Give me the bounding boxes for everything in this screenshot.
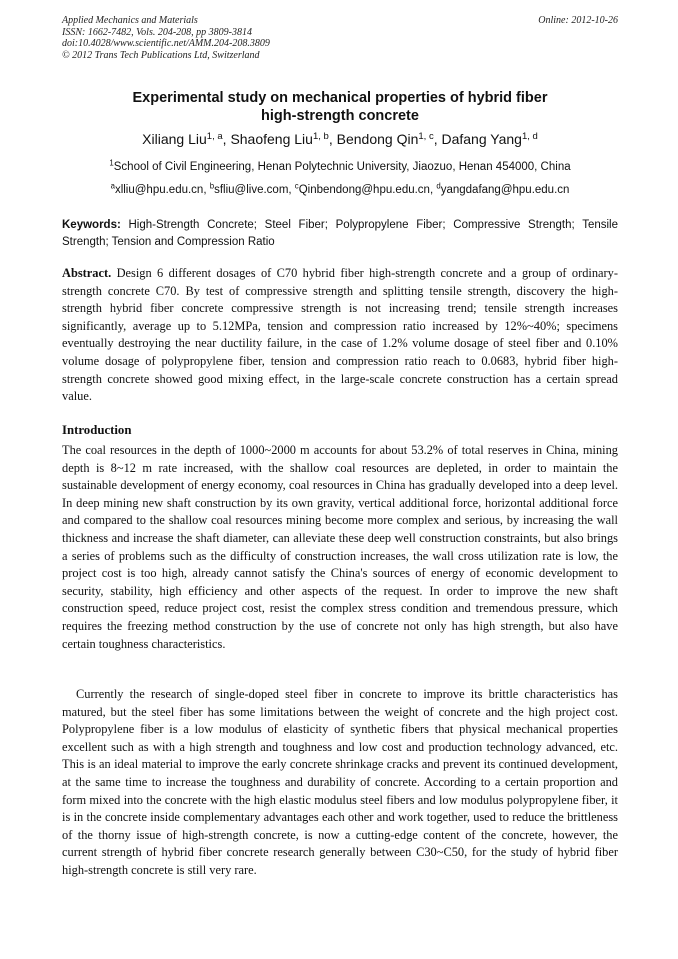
issn-line: ISSN: 1662-7482, Vols. 204-208, pp 3809-3814 xyxy=(62,26,252,38)
affiliation xyxy=(62,160,618,174)
affiliation-superscript: 1 xyxy=(109,158,114,168)
email-superscript: d xyxy=(436,181,441,191)
abstract-text: Design 6 different dosages of C70 hybrid fiber high-strength concrete and a group of ordinary-strength concrete C70. By test of compressive strength and splitting tensile strength, discovery the high-strength hybrid fiber concrete compressive strength is not increasing trend; tensile strength increases significantly, average up to 5.12MPa, tension and compression ratio increased by 12%~40%; specimens eventually destroying the near ductility failure, in the case of 1.2% volume dosage of steel fiber and 0.10% volume dosage of polypropylene fiber, tension and compression ratio reach to 0.0683, hybrid fiber high-strength concrete showed good mixing effect, in the large-scale concrete construction has a certain spread value. xyxy=(62,266,618,404)
introduction-paragraph-1 xyxy=(62,442,618,653)
author-name: Bendong Qin xyxy=(336,131,419,147)
journal-header xyxy=(62,15,618,61)
keywords-block xyxy=(62,217,618,251)
email-superscript: a xyxy=(110,181,115,191)
paper-title xyxy=(62,90,618,125)
affiliation-text: School of Civil Engineering, Henan Polytechnic University, Jiaozuo, Henan 454000, China xyxy=(113,161,571,173)
abstract-block xyxy=(62,265,618,406)
keywords-label: Keywords: xyxy=(62,219,121,231)
email-superscript: c xyxy=(294,181,299,191)
abstract-label: Abstract. xyxy=(62,266,112,280)
email-link[interactable]: yangdafang@hpu.edu.cn xyxy=(440,184,570,196)
introduction-paragraph-2 xyxy=(62,686,618,880)
author-name: Dafang Yang xyxy=(441,131,522,147)
author-list: Xiliang Liu$^{1, a}$, Shaofeng Liu$^{1, b}$, Bendong Qin$^{1, c}$, Dafang Yang$^{1, d}$ xyxy=(142,130,538,147)
title-line-2: high-strength concrete xyxy=(261,107,419,124)
paragraph-text: Currently the research of single-doped steel fiber in concrete to improve its brittle characteristics has matured, but the steel fiber has some limitations between the weight of concrete and the high project cost. Polypropylene fiber is a low modulus of elasticity of synthetic fibers that physical mechanical properties excellent such as with a high strength and toughness and low cost and production technology advanced, etc. This is an ideal material to improve the early concrete shrinkage cracks and prevent its continued development, at the same time to increase the toughness and durability of concrete. According to a certain proportion and form mixed into the concrete with the high elastic modulus steel fibers and low modulus polypropylene fiber, it is in the concrete inside complementary advantages each other and work together, used to reduce the brittleness of the thorny issue of high-strength concrete, is now a cutting-edge content of the concrete, however, the current strength of hybrid fiber concrete research generally between C30~C50, for the study of hybrid fiber high-strength concrete is still very rare. xyxy=(62,687,618,877)
author-superscript: 1, d xyxy=(521,130,538,142)
author-superscript: 1, c xyxy=(418,130,434,142)
paragraph-text: The coal resources in the depth of 1000~2000 m accounts for about 53.2% of total reserves in China, mining depth is 8~12 m rate increased, with the shallow coal resources are depleted, in order to maintain the sustainable development of energy economy, coal resources in China has gradually developed into a deep level. In deep mining new shaft construction by its own gravity, vertical additional force, horizontal additional force and compared to the shallow coal resources mining become more complex and serious, by increasing the wall thickness and increase the shaft diameter, can alleviate these deep well construction constraints, but also brings a series of problems such as the difficulty of construction increases, the wall cross utilization rate is low, the project cost is too high, already cannot satisfy the China's sources of energy of economic development to security, stability, high efficiency and other aspects of the request. In order to improve the new shaft construction speed, reduce project cost, resist the complex stress condition and tremendous pressure, which requires the freezing method construction by the use of concrete not only has high strength, but also have certain toughness characteristics. xyxy=(62,443,618,651)
email-link[interactable]: xlliu@hpu.edu.cn xyxy=(114,184,204,196)
email-link[interactable]: Qinbendong@hpu.edu.cn xyxy=(298,184,430,196)
author-name: Xiliang Liu xyxy=(142,131,207,147)
doi-line: doi:10.4028/www.scientific.net/AMM.204-208.3809 xyxy=(62,38,270,49)
keywords-text: High-Strength Concrete; Steel Fiber; Polypropylene Fiber; Compressive Strength; Tensile Strength; Tension and Compression Ratio xyxy=(62,219,618,248)
email-link[interactable]: sfliu@live.com xyxy=(214,184,289,196)
copyright-line: © 2012 Trans Tech Publications Ltd, Switzerland xyxy=(62,49,260,61)
introduction-heading: Introduction xyxy=(62,423,132,437)
email-superscript: b xyxy=(209,181,215,191)
author-superscript: 1, a xyxy=(206,130,223,142)
title-line-1: Experimental study on mechanical properties of hybrid fiber xyxy=(132,90,548,106)
journal-name: Applied Mechanics and Materials xyxy=(62,15,198,26)
email-list: $^a$xlliu@hpu.edu.cn, $^b$sfliu@live.com, $^c$Qinbendong@hpu.edu.cn, $^d$yangdafang@hpu.edu.cn xyxy=(110,181,570,196)
online-date: Online: 2012-10-26 xyxy=(538,15,618,26)
author-superscript: 1, b xyxy=(312,130,329,142)
author-name: Shaofeng Liu xyxy=(230,131,313,147)
